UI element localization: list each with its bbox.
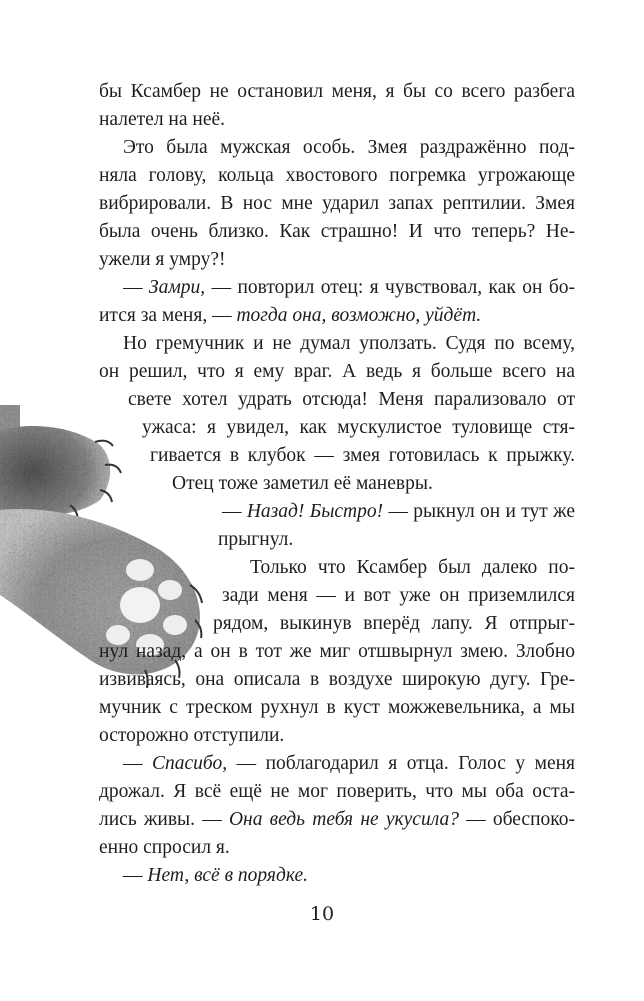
text-line — [99, 302, 575, 330]
text-line — [99, 162, 575, 190]
text-segment: — — [123, 753, 152, 774]
text-segment: — поблагодарил я отца. Голос у меня — [227, 753, 575, 774]
italic-speech: Назад! Быстро! — [246, 501, 384, 522]
text-line — [222, 498, 575, 526]
text-segment: рядом, выкинув вперёд лапу. Я отпрыг- — [213, 613, 575, 634]
text-segment: извиваясь, она описала в воздухе широкую дугу. Гре- — [99, 669, 575, 690]
text-segment: свете хотел удрать отсюда! Меня парализовало от — [128, 389, 575, 410]
text-segment: ужели я умру?! — [99, 249, 226, 270]
text-line — [172, 470, 575, 498]
text-line — [99, 666, 575, 694]
text-segment: Это была мужская особь. Змея раздражённо под- — [123, 137, 575, 158]
text-segment: гивается в клубок — змея готовилась к прыжку. — [150, 445, 575, 466]
text-segment: — — [123, 865, 148, 886]
text-line — [99, 638, 575, 666]
text-line — [99, 106, 575, 134]
italic-speech: Она ведь тебя не укусила? — [228, 809, 459, 830]
text-line — [99, 190, 575, 218]
text-line — [123, 274, 575, 302]
text-segment: няла голову, кольца хвостового погремка угрожающе — [99, 165, 575, 186]
text-line — [250, 554, 575, 582]
text-segment: он решил, что я ему враг. А ведь я больше всего на — [99, 361, 575, 382]
text-segment: осторожно отступили. — [99, 725, 285, 746]
text-line — [218, 526, 575, 554]
text-segment: вибрировали. В нос мне ударил запах рептилии. Змея — [99, 193, 575, 214]
text-line — [99, 358, 575, 386]
text-line — [123, 134, 575, 162]
text-segment: — повторил отец: я чувствовал, как он бо- — [205, 277, 575, 298]
text-line — [150, 442, 575, 470]
text-line — [99, 218, 575, 246]
text-line — [128, 386, 575, 414]
text-line — [99, 834, 575, 862]
text-segment: лись живы. — — [99, 809, 229, 830]
text-segment: — — [222, 501, 247, 522]
text-segment: была очень близко. Как страшно! И что теперь? Не- — [99, 221, 575, 242]
italic-speech: Спасибо, — [152, 753, 228, 774]
italic-speech: тогда она, возможно, уйдёт. — [236, 305, 482, 326]
text-segment: Отец тоже заметил её маневры. — [172, 473, 433, 494]
text-segment: — обеспоко- — [458, 809, 575, 830]
text-line — [99, 778, 575, 806]
text-segment: налетел на неё. — [99, 109, 226, 130]
text-segment: — — [123, 277, 149, 298]
page-number: 10 — [309, 903, 335, 925]
text-segment: — рыкнул он и тут же — [383, 501, 575, 522]
text-segment: ится за меня, — — [99, 305, 237, 326]
italic-speech: Нет, всё в порядке. — [147, 865, 308, 886]
text-segment: Но гремучник и не думал уползать. Судя по всему, — [123, 333, 575, 354]
text-line — [123, 750, 575, 778]
text-segment: енно спросил я. — [99, 837, 230, 858]
text-line — [99, 246, 575, 274]
text-segment: Только что Ксамбер был далеко по- — [250, 557, 575, 578]
text-line — [213, 610, 575, 638]
text-line — [99, 722, 575, 750]
text-line — [123, 862, 575, 890]
text-segment: нул назад, а он в тот же миг отшвырнул змею. Злобно — [99, 641, 575, 662]
text-segment: прыгнул. — [218, 529, 294, 550]
text-segment: зади меня — и вот уже он приземлился — [222, 585, 575, 606]
text-line — [123, 330, 575, 358]
text-line — [99, 806, 575, 834]
italic-speech: Замри, — [148, 277, 206, 298]
text-line — [222, 582, 575, 610]
text-line — [142, 414, 575, 442]
text-line — [99, 78, 575, 106]
text-line — [99, 694, 575, 722]
text-segment: ужаса: я увидел, как мускулистое туловище стя- — [142, 417, 575, 438]
text-segment: мучник с треском рухнул в куст можжевельника, а мы — [99, 697, 575, 718]
text-segment: бы Ксамбер не остановил меня, я бы со всего разбега — [99, 81, 575, 102]
text-segment: дрожал. Я всё ещё не мог поверить, что мы оба оста- — [99, 781, 575, 802]
